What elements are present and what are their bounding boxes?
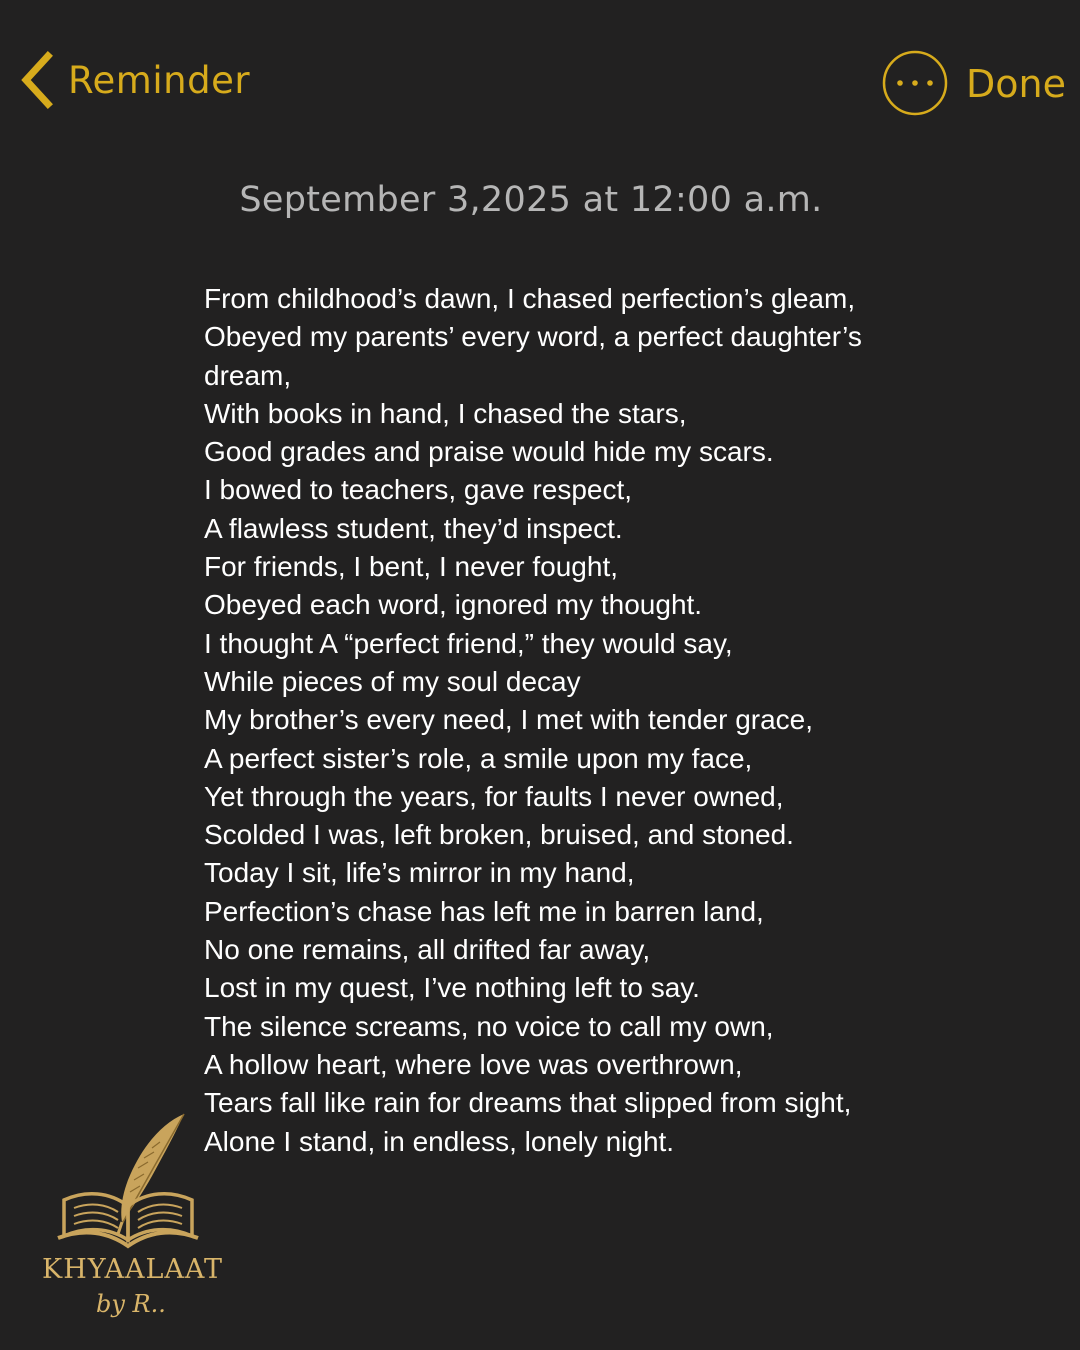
brand-name: KHYAALAAT (42, 1254, 223, 1285)
poem-line: The silence screams, no voice to call my own, (204, 1010, 774, 1042)
poem-line: Alone I stand, in endless, lonely night. (204, 1125, 675, 1157)
poem-line: I bowed to teachers, gave respect, (204, 474, 633, 506)
poem-line: From childhood’s dawn, I chased perfection’s gleam, (204, 283, 856, 314)
ellipsis-circle-icon (882, 50, 948, 116)
quill-book-icon (56, 1110, 206, 1252)
poem-line: A hollow heart, where love was overthrown, (204, 1048, 743, 1080)
poem-line: No one remains, all drifted far away, (204, 934, 651, 966)
poem-line: Tears fall like rain for dreams that slipped from sight, (204, 1087, 852, 1119)
more-options-button[interactable] (882, 50, 948, 116)
poem-line: Yet through the years, for faults I never owned, (204, 780, 784, 812)
back-label: Reminder (68, 58, 251, 102)
poem-line: A flawless student, they’d inspect. (204, 512, 623, 544)
poem-line: Obeyed my parents’ every word, a perfect daughter’s (204, 321, 862, 353)
chevron-left-icon (18, 50, 54, 110)
brand-logo (30, 1110, 240, 1330)
brand-byline: by R.. (96, 1290, 166, 1318)
done-button[interactable]: Done (966, 62, 1066, 106)
poem-line: My brother’s every need, I met with tender grace, (204, 704, 814, 736)
poem-line: Scolded I was, left broken, bruised, and stoned. (204, 819, 794, 851)
poem-line: Obeyed each word, ignored my thought. (204, 589, 703, 621)
poem-line: A perfect sister’s role, a smile upon my face, (204, 742, 753, 774)
reminder-date: September 3,2025 at 12:00 a.m. (239, 180, 823, 220)
poem-line: Good grades and praise would hide my scars. (204, 436, 774, 468)
poem-line: While pieces of my soul decay (204, 665, 581, 697)
poem-text (204, 280, 1004, 1161)
poem-line: Perfection’s chase has left me in barren land, (204, 895, 764, 927)
poem-line: dream, (204, 359, 292, 391)
poem-line: Today I sit, life’s mirror in my hand, (204, 857, 635, 889)
back-button[interactable] (18, 50, 250, 110)
poem-line: Lost in my quest, I’ve nothing left to say. (204, 972, 700, 1004)
poem-line: For friends, I bent, I never fought, (204, 551, 618, 583)
poem-line: I thought A “perfect friend,” they would say, (204, 627, 733, 659)
poem-line: With books in hand, I chased the stars, (204, 397, 687, 429)
